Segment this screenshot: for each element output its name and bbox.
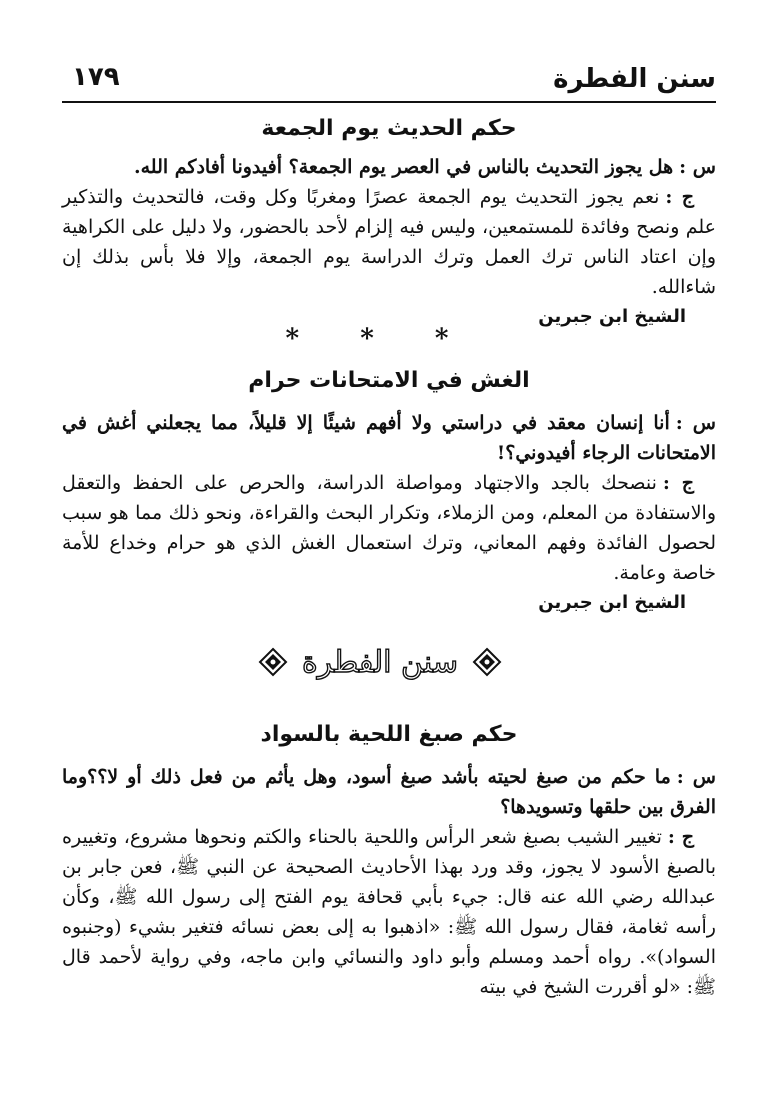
question-marker: س :: [676, 766, 716, 788]
page-number: ١٧٩: [72, 62, 120, 92]
section-heading: الغش في الامتحانات حرام: [248, 368, 530, 393]
question-text: ما حكم من صبغ لحيته بأشد صبغ أسود، وهل يأثم من فعل ذلك أو لا؟؟وما الفرق بين حلقها وتسويدها؟: [62, 766, 716, 818]
question-marker: س :: [675, 412, 717, 434]
answer-marker: ج :: [667, 826, 694, 848]
running-title: سنن الفطرة: [553, 64, 716, 94]
section-heading: حكم صبغ اللحية بالسواد: [260, 722, 518, 747]
answer: [62, 182, 716, 302]
answer-text: ننصحك بالجد والاجتهاد ومواصلة الدراسة، والحرص على الحفظ والتعقل والاستفادة من المعلم، ومن الزملاء، وتكرار البحث والقراءة، ونحو ذلك مما هو سبب لحصول الفائدة وفهم المعاني، وترك استعمال الغش الذي هو حرام وخداع للأمة خاصة وعامة.: [62, 472, 716, 584]
section-friday-talk: [62, 114, 716, 332]
running-head: [62, 60, 716, 100]
question: [62, 152, 716, 182]
question-marker: س :: [679, 156, 716, 178]
answer-marker: ج :: [662, 472, 694, 494]
answer-text: نعم يجوز التحديث يوم الجمعة عصرًا ومغربًا وكل وقت، فالتحديث والتذكير علم ونصح وفائدة للمستمعين، وليس فيه إلزام لأحد بالحضور، ولا دليل على الكراهية وإن اعتاد الناس ترك العمل وترك الدراسة يوم الجمعة، وإلا فلا بأس بذلك إن شاءالله.: [62, 186, 716, 298]
question-text: أنا إنسان معقد في دراستي ولا أفهم شيئًا إلا قليلاً، مما يجعلني أغش في الامتحانات الرجاء أفيدوني؟!: [62, 412, 716, 464]
section-separator: * * *: [285, 324, 475, 354]
chapter-title: سنن الفطرة: [301, 644, 459, 680]
answer-marker: ج :: [665, 186, 694, 208]
scholar-attribution: الشيخ ابن جبرين: [538, 592, 686, 613]
answer: [62, 468, 716, 588]
section-heading: حكم الحديث يوم الجمعة: [261, 116, 517, 141]
header-divider: [62, 101, 716, 103]
answer: [62, 822, 716, 1002]
answer-text: تغيير الشيب بصبغ شعر الرأس واللحية بالحناء والكتم ونحوها مشروع، وتغييره بالصبغ الأسود لا يجوز، وقد ورد بهذا الأحاديث الصحيحة عن النبي ﷺ، فعن جابر بن عبدالله رضي الله عنه قال: جيء بأبي قحافة يوم الفتح إلى رسول الله ﷺ، وكأن رأسه ثغامة، فقال رسول الله ﷺ: «اذهبوا به إلى بعض نسائه فتغير بشيء (وجنبوه السواد)». رواه أحمد ومسلم وأبو داود والنسائي وابن ماجه، وفي رواية لأحمد قال ﷺ: «لو أقررت الشيخ في بيته: [62, 826, 716, 998]
scholar-attribution: الشيخ ابن جبرين: [538, 306, 686, 327]
question-text: هل يجوز التحديث بالناس في العصر يوم الجمعة؟ أفيدونا أفادكم الله.: [133, 156, 674, 178]
question: [62, 408, 716, 468]
ornament-left-icon: [258, 647, 288, 677]
ornament-right-icon: [472, 647, 502, 677]
question: [62, 762, 716, 822]
section-beard-dye: [62, 720, 716, 1002]
chapter-banner: [0, 632, 760, 692]
section-exam-cheating: [62, 366, 716, 618]
